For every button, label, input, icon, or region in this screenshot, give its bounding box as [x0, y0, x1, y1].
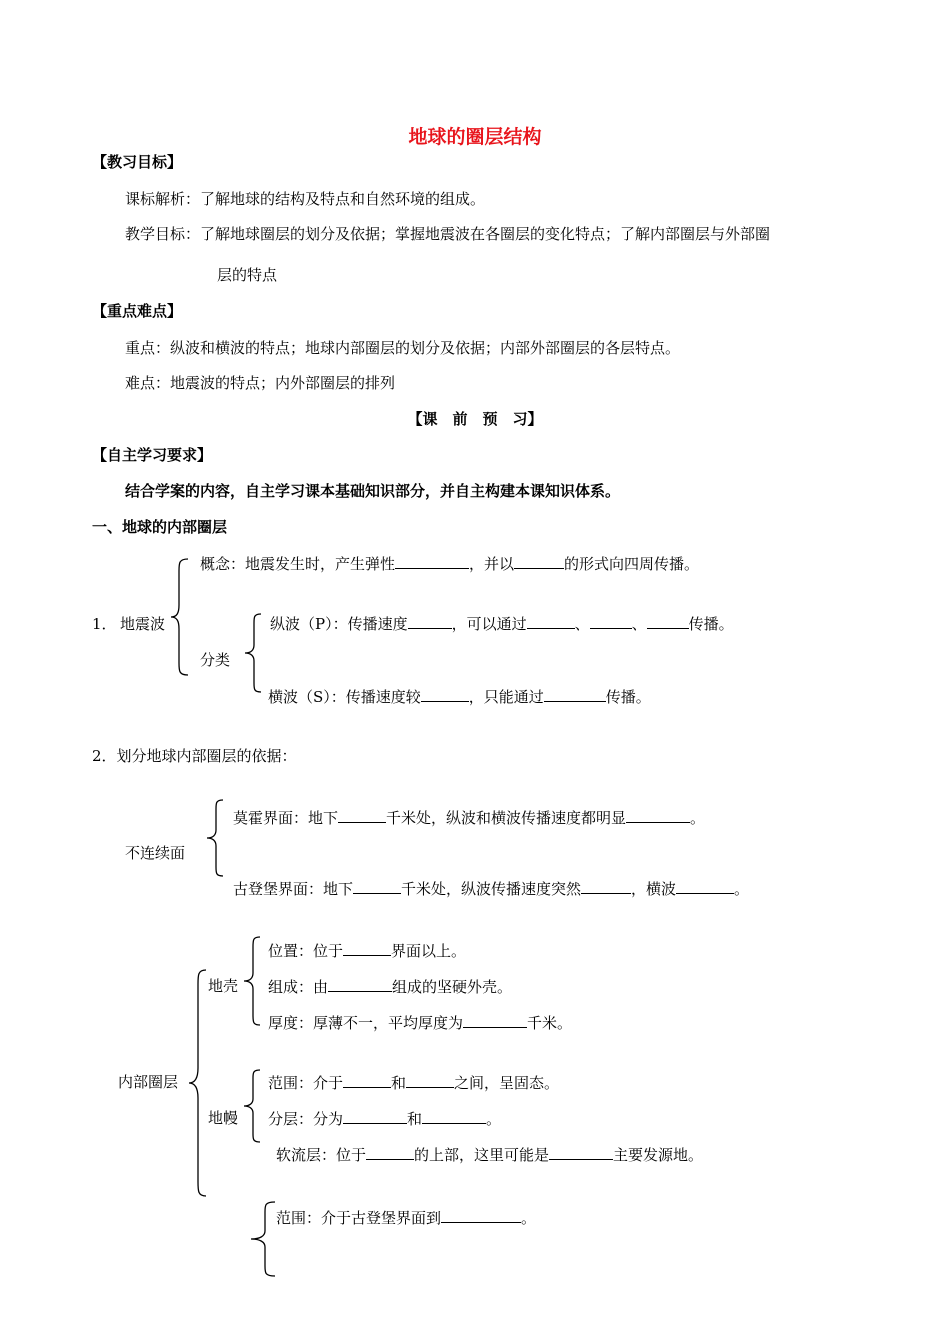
blank-crust-thickness[interactable]: [463, 1012, 527, 1028]
blank-moho-change[interactable]: [626, 807, 690, 823]
asthenosphere-line: [276, 1144, 703, 1165]
blank-p-speed[interactable]: [408, 613, 452, 629]
key-points: 重点：纵波和横波的特点；地球内部圈层的划分及依据；内部外部圈层的各层特点。: [125, 339, 681, 357]
brace-classification: [242, 612, 264, 694]
p-wave-text-d: 、: [631, 615, 647, 633]
moho-text-a: 莫霍界面：地下: [233, 809, 339, 827]
crust-position-text-a: 位置：位于: [268, 942, 344, 960]
mantle-label: 地幔: [208, 1109, 239, 1127]
blank-concept-1[interactable]: [395, 553, 469, 569]
gutenberg-line: [233, 878, 749, 899]
teaching-goal-line2: 层的特点: [217, 266, 278, 284]
crust-thickness-line: [268, 1012, 572, 1033]
q1-label-seismic-wave: 地震波: [120, 615, 166, 633]
brace-discontinuity: [204, 798, 226, 878]
core-range-text-b: 。: [521, 1209, 537, 1227]
brace-inner-layers: [186, 968, 208, 1198]
curriculum-analysis: 课标解析：了解地球的结构及特点和自然环境的组成。: [125, 190, 486, 208]
gutenberg-text-c: ，横波: [631, 880, 677, 898]
asthenosphere-text-a: 软流层：位于: [276, 1146, 367, 1164]
moho-line: [233, 807, 705, 828]
s-wave-text-a: 横波（S）：传播速度较: [268, 688, 421, 706]
blank-gutenberg-p-change[interactable]: [581, 878, 631, 894]
mantle-layers-text-b: 和: [407, 1110, 423, 1128]
mantle-layers-text-c: 。: [486, 1110, 502, 1128]
blank-mantle-layer-2[interactable]: [422, 1108, 486, 1124]
q2-text: 2．划分地球内部圈层的依据：: [92, 747, 297, 765]
mantle-range-text-a: 范围：介于: [268, 1074, 344, 1092]
blank-p-medium-2[interactable]: [590, 613, 632, 629]
concept-text-a: 概念：地震发生时，产生弹性: [200, 555, 396, 573]
part1-heading: 一、地球的内部圈层: [92, 518, 228, 536]
crust-composition-text-b: 组成的坚硬外壳。: [392, 978, 513, 996]
asthenosphere-text-b: 的上部，这里可能是: [414, 1146, 550, 1164]
q1-number: 1．: [92, 615, 117, 633]
brace-mantle: [241, 1068, 263, 1144]
concept-text-c: 的形式向四周传播。: [564, 555, 700, 573]
crust-composition-text-a: 组成：由: [268, 978, 329, 996]
blank-concept-2[interactable]: [514, 553, 564, 569]
mantle-layers-line: [268, 1108, 501, 1129]
crust-label: 地壳: [208, 977, 239, 995]
crust-composition-line: [268, 976, 512, 997]
p-wave-text-b: ，可以通过: [451, 615, 527, 633]
blank-asthenosphere-origin[interactable]: [549, 1144, 613, 1160]
blank-mantle-lower[interactable]: [406, 1072, 454, 1088]
concept-text-b: ，并以: [469, 555, 515, 573]
blank-s-speed[interactable]: [421, 686, 469, 702]
mantle-range-line: [268, 1072, 559, 1093]
page-title: 地球的圈层结构: [408, 126, 542, 148]
blank-moho-depth[interactable]: [338, 807, 386, 823]
teaching-goal-line1: 教学目标：了解地球圈层的划分及依据；掌握地震波在各圈层的变化特点；了解内部圈层与外部圈: [125, 225, 771, 243]
classification-label: 分类: [200, 651, 231, 669]
blank-s-medium[interactable]: [544, 686, 606, 702]
gutenberg-text-b: 千米处，纵波传播速度突然: [401, 880, 582, 898]
section-heading-goals: 【教习目标】: [92, 153, 183, 171]
p-wave-text-a: 纵波（P）：传播速度: [270, 615, 408, 633]
blank-mantle-upper[interactable]: [343, 1072, 391, 1088]
blank-mantle-layer-1[interactable]: [343, 1108, 407, 1124]
crust-thickness-text-a: 厚度：厚薄不一，平均厚度为: [268, 1014, 464, 1032]
blank-crust-material[interactable]: [328, 976, 392, 992]
brace-seismic-wave: [168, 557, 192, 677]
mantle-range-text-b: 和: [391, 1074, 407, 1092]
s-wave-text-b: ，只能通过: [468, 688, 544, 706]
core-range-text-a: 范围：介于古登堡界面到: [276, 1209, 442, 1227]
section-heading-key-points: 【重点难点】: [92, 302, 183, 320]
blank-p-medium-1[interactable]: [527, 613, 575, 629]
crust-position-line: [268, 940, 466, 961]
moho-text-b: 千米处，纵波和横波传播速度都明显: [386, 809, 627, 827]
p-wave-text-c: 、: [574, 615, 590, 633]
p-wave-text-e: 传播。: [688, 615, 734, 633]
s-wave-line: [268, 686, 651, 707]
core-range-line: [276, 1207, 536, 1228]
p-wave-line: [270, 613, 734, 634]
blank-core-range[interactable]: [441, 1207, 521, 1223]
brace-core: [248, 1200, 278, 1278]
blank-gutenberg-s-change[interactable]: [676, 878, 734, 894]
brace-crust: [241, 935, 263, 1027]
difficult-points: 难点：地震波的特点；内外部圈层的排列: [125, 374, 396, 392]
discontinuity-label: 不连续面: [125, 844, 186, 862]
s-wave-text-c: 传播。: [605, 688, 651, 706]
crust-thickness-text-b: 千米。: [527, 1014, 573, 1032]
mantle-range-text-c: 之间，呈固态。: [454, 1074, 560, 1092]
blank-crust-boundary[interactable]: [343, 940, 391, 956]
self-study-requirement: 结合学案的内容，自主学习课本基础知识部分，并自主构建本课知识体系。: [125, 482, 621, 500]
gutenberg-text-a: 古登堡界面：地下: [233, 880, 354, 898]
mantle-layers-text-a: 分层：分为: [268, 1110, 344, 1128]
inner-layers-label: 内部圈层: [118, 1073, 179, 1091]
concept-line: [200, 553, 699, 574]
blank-gutenberg-depth[interactable]: [353, 878, 401, 894]
preview-heading: 【课 前 预 习】: [407, 410, 543, 428]
blank-p-medium-3[interactable]: [647, 613, 689, 629]
asthenosphere-text-c: 主要发源地。: [613, 1146, 704, 1164]
moho-text-c: 。: [690, 809, 706, 827]
blank-asthenosphere-position[interactable]: [366, 1144, 414, 1160]
gutenberg-text-d: 。: [734, 880, 750, 898]
section-heading-self-study: 【自主学习要求】: [92, 446, 213, 464]
crust-position-text-b: 界面以上。: [391, 942, 467, 960]
